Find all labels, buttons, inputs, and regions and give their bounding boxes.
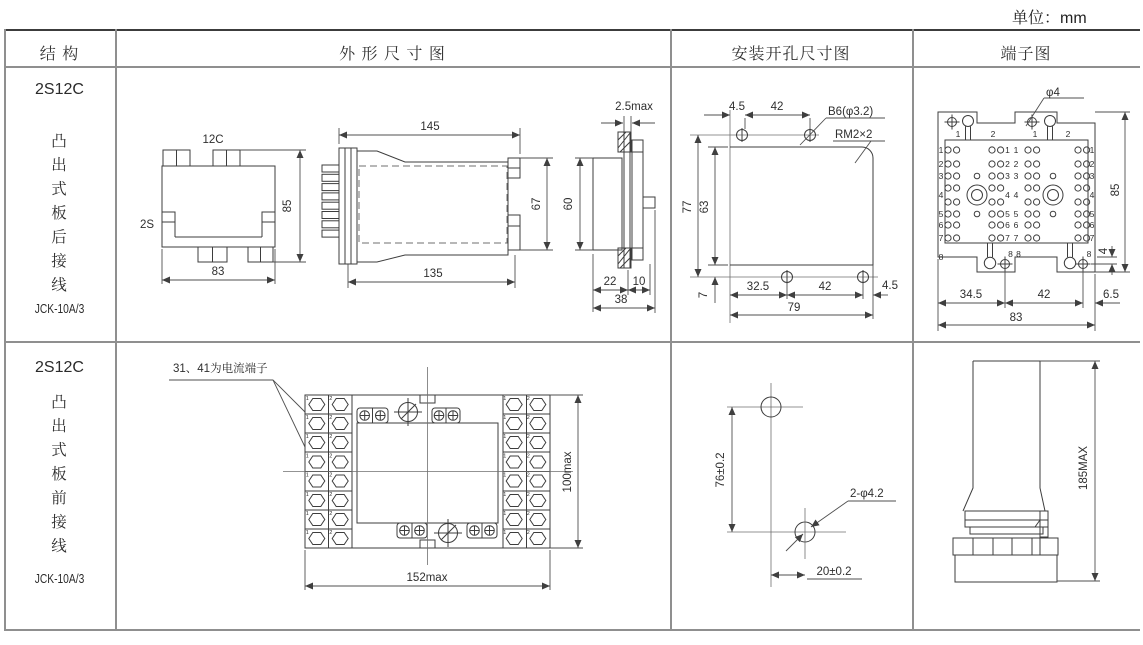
svg-text:7: 7 <box>1089 233 1095 243</box>
row1-terminal-drawing <box>930 85 1135 340</box>
row1-model: 2S12C <box>35 81 84 98</box>
svg-text:8: 8 <box>1016 249 1021 259</box>
svg-text:60: 60 <box>563 197 575 211</box>
note-leader <box>169 361 305 447</box>
svg-text:83: 83 <box>1009 312 1023 324</box>
row1-front-view-drawing <box>130 118 330 293</box>
svg-text:100max: 100max <box>562 451 574 493</box>
col-divider-1 <box>115 29 117 631</box>
svg-text:42: 42 <box>1037 289 1051 301</box>
svg-text:77: 77 <box>682 200 694 214</box>
svg-text:76±0.2: 76±0.2 <box>715 452 727 488</box>
mounting-holes <box>727 383 846 587</box>
svg-text:6: 6 <box>1005 220 1010 230</box>
terminal-dimensions <box>938 87 1130 331</box>
front-view-body <box>162 150 275 262</box>
terminal-hex-cells <box>306 396 546 545</box>
side-view-dimensions <box>339 121 553 288</box>
svg-text:63: 63 <box>699 200 711 214</box>
svg-text:2: 2 <box>938 159 944 169</box>
svg-text:85: 85 <box>1110 183 1122 197</box>
svg-text:42: 42 <box>818 281 832 293</box>
rear-view-dimensions <box>563 101 655 313</box>
row1-product-code: JCK-10A/3 <box>34 302 85 316</box>
svg-text:20±0.2: 20±0.2 <box>816 566 852 578</box>
svg-text:4: 4 <box>1013 190 1019 200</box>
terminal-numbers <box>939 129 1095 262</box>
svg-text:3: 3 <box>1089 171 1095 181</box>
row2-mount-type: 凸出式板前接线 <box>51 394 67 555</box>
table-top-border <box>4 29 1140 31</box>
svg-text:185MAX: 185MAX <box>1078 445 1090 491</box>
side-view-body <box>322 148 520 264</box>
svg-text:2: 2 <box>1065 129 1071 139</box>
svg-text:7: 7 <box>1005 233 1010 243</box>
svg-text:22: 22 <box>603 276 617 288</box>
svg-text:67: 67 <box>531 197 543 211</box>
svg-text:3: 3 <box>1013 171 1019 181</box>
svg-text:4: 4 <box>1089 190 1095 200</box>
svg-text:34.5: 34.5 <box>959 289 983 301</box>
col-divider-3 <box>912 29 914 631</box>
svg-text:5: 5 <box>1089 209 1095 219</box>
svg-text:38: 38 <box>614 294 628 306</box>
svg-text:79: 79 <box>787 302 801 314</box>
row1-side-view-drawing <box>318 88 570 303</box>
svg-text:42: 42 <box>770 101 784 113</box>
svg-text:6.5: 6.5 <box>1103 289 1119 301</box>
svg-text:5: 5 <box>1013 209 1019 219</box>
svg-text:2: 2 <box>1089 159 1095 169</box>
relay-side-profile <box>953 361 1058 582</box>
svg-text:5: 5 <box>938 209 944 219</box>
svg-text:2-φ4.2: 2-φ4.2 <box>850 488 884 500</box>
svg-text:145: 145 <box>420 121 440 133</box>
svg-text:152max: 152max <box>406 572 448 584</box>
row2-mounting-drawing <box>700 365 905 605</box>
row1-mount-type: 凸出式板后接线 <box>51 133 67 294</box>
svg-text:1: 1 <box>1032 129 1038 139</box>
table-left-border <box>4 29 6 631</box>
svg-text:B6(φ3.2): B6(φ3.2) <box>828 106 874 118</box>
svg-text:135: 135 <box>423 268 443 280</box>
svg-text:4: 4 <box>1005 190 1010 200</box>
svg-text:85: 85 <box>282 199 294 213</box>
row2-product-code: JCK-10A/3 <box>34 572 85 586</box>
header-outline: 外 形 尺 寸 图 <box>339 46 446 63</box>
svg-text:7: 7 <box>1013 233 1019 243</box>
svg-text:2: 2 <box>1013 159 1019 169</box>
svg-text:1: 1 <box>1089 145 1095 155</box>
header-terminal: 端子图 <box>1000 46 1052 63</box>
svg-text:4: 4 <box>938 190 944 200</box>
svg-text:3: 3 <box>1005 171 1010 181</box>
row2-terminal-drawing <box>950 358 1130 593</box>
svg-text:83: 83 <box>211 266 225 278</box>
svg-text:4.5: 4.5 <box>729 101 745 113</box>
svg-text:1: 1 <box>1013 145 1019 155</box>
svg-text:2.5max: 2.5max <box>615 101 653 113</box>
row-divider <box>4 341 1140 343</box>
svg-text:2S: 2S <box>139 219 155 231</box>
svg-text:1: 1 <box>1005 145 1010 155</box>
svg-text:2: 2 <box>1005 159 1010 169</box>
mounting-cutout <box>690 110 878 323</box>
svg-text:4.5: 4.5 <box>882 280 898 292</box>
svg-text:6: 6 <box>1013 220 1019 230</box>
header-bottom-border <box>4 66 1140 68</box>
svg-text:32.5: 32.5 <box>746 281 770 293</box>
row2-mounting-dimensions <box>715 407 896 579</box>
svg-text:1: 1 <box>955 129 961 139</box>
rear-view-body <box>593 132 655 268</box>
table-bottom-border <box>4 629 1140 631</box>
row1-rear-view-drawing <box>555 82 667 327</box>
svg-text:8: 8 <box>1008 249 1013 259</box>
unit-label: 单位：mm <box>1012 10 1087 27</box>
svg-text:RM2×2: RM2×2 <box>835 129 873 141</box>
svg-text:8: 8 <box>938 252 944 262</box>
svg-text:6: 6 <box>938 220 944 230</box>
svg-text:4: 4 <box>1098 247 1110 255</box>
row2-outline-dimensions <box>305 395 583 590</box>
svg-text:12C: 12C <box>202 134 224 146</box>
row2-model: 2S12C <box>35 359 84 376</box>
row2-outline-drawing <box>145 352 590 592</box>
svg-text:6: 6 <box>1089 220 1095 230</box>
svg-text:10: 10 <box>632 276 646 288</box>
mounting-dimensions <box>682 101 898 319</box>
svg-text:31、41为电流端子: 31、41为电流端子 <box>173 363 268 375</box>
svg-text:8: 8 <box>1086 249 1092 259</box>
svg-text:7: 7 <box>698 291 710 299</box>
header-mounting: 安装开孔尺寸图 <box>731 46 851 63</box>
svg-text:φ4: φ4 <box>1046 87 1060 99</box>
row2-terminal-dimensions <box>1040 361 1100 581</box>
svg-text:7: 7 <box>938 233 944 243</box>
row1-mounting-drawing <box>672 85 910 335</box>
svg-text:5: 5 <box>1005 209 1010 219</box>
svg-text:3: 3 <box>938 171 944 181</box>
svg-text:1: 1 <box>938 145 944 155</box>
header-structure: 结 构 <box>39 46 80 63</box>
svg-text:2: 2 <box>990 129 996 139</box>
